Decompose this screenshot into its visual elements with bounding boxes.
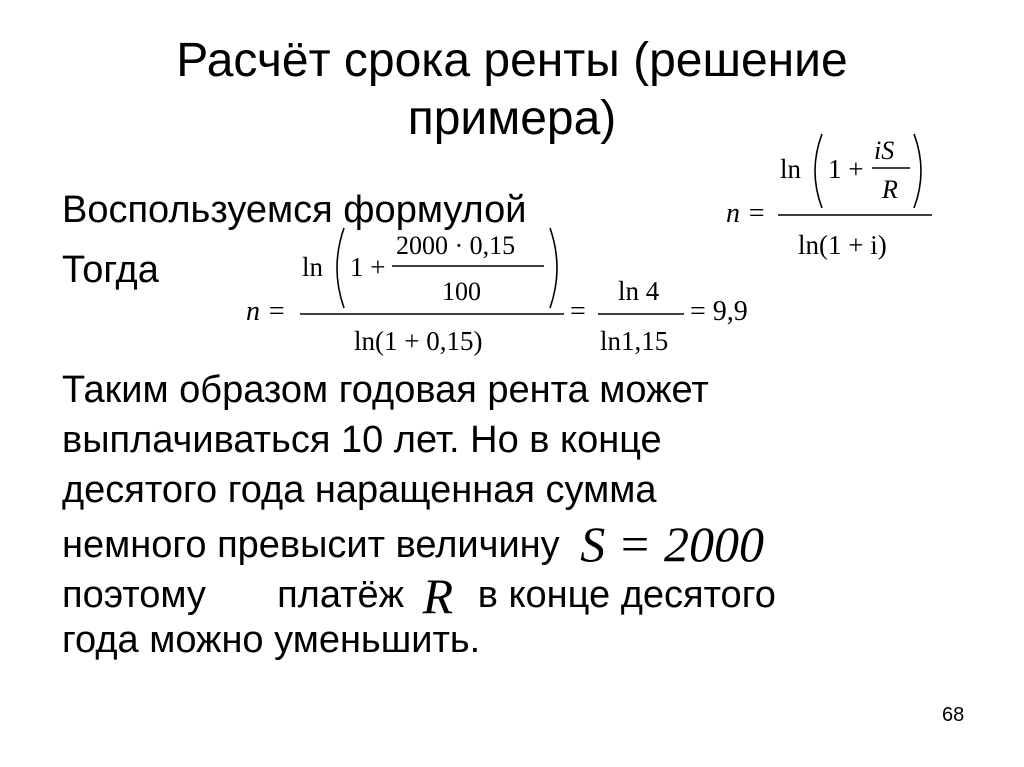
inline-s-expression: S = 2000 — [580, 516, 764, 572]
numeric-inner-numerator: 2000 · 0,15 — [396, 231, 516, 260]
conclusion-line-6: года можно уменьшить. — [62, 619, 481, 661]
general-ln: ln — [780, 154, 802, 184]
slide-title-line-2: примера) — [407, 92, 617, 145]
simplified-numerator: ln 4 — [618, 276, 660, 306]
general-lhs: n = — [726, 198, 766, 229]
general-inner-denominator: R — [882, 175, 898, 204]
numeric-lhs: n = — [246, 296, 286, 327]
intro-text: Воспользуемся формулой — [62, 189, 527, 231]
inline-r-symbol: R — [422, 568, 454, 624]
simplified-denominator: ln1,15 — [600, 326, 669, 356]
general-denominator: ln(1 + i) — [798, 230, 887, 260]
general-right-paren — [914, 134, 921, 208]
slide-number: 68 — [942, 704, 965, 726]
then-text: Тогда — [62, 249, 159, 291]
general-left-paren — [815, 134, 822, 208]
general-one-plus: 1 + — [828, 154, 864, 184]
numeric-left-paren — [337, 228, 344, 308]
numeric-ln: ln — [302, 252, 324, 282]
slide-title-line-1: Расчёт срока ренты (решение — [176, 34, 848, 87]
numeric-equals: = — [570, 296, 586, 327]
general-inner-numerator: iS — [874, 136, 895, 165]
conclusion-line-5-word-1: поэтому — [62, 574, 206, 616]
conclusion-line-4-text: немного превысит величину — [62, 524, 560, 566]
conclusion-line-2: выплачиваться 10 лет. Но в конце — [62, 419, 662, 461]
conclusion-line-3: десятого года наращенная сумма — [62, 469, 657, 511]
numeric-right-paren — [550, 228, 557, 308]
numeric-result: = 9,9 — [690, 296, 748, 327]
conclusion-line-5-word-2: платёж — [277, 574, 405, 616]
numeric-inner-denominator: 100 — [442, 277, 481, 306]
numeric-formula — [246, 220, 786, 365]
conclusion-line-5-word-3: в конце десятого — [477, 574, 776, 616]
conclusion-line-5 — [62, 566, 776, 624]
conclusion-line-1: Таким образом годовая рента может — [62, 369, 709, 411]
numeric-denominator: ln(1 + 0,15) — [354, 326, 483, 356]
numeric-one-plus: 1 + — [350, 252, 386, 282]
conclusion-line-4 — [62, 516, 764, 572]
